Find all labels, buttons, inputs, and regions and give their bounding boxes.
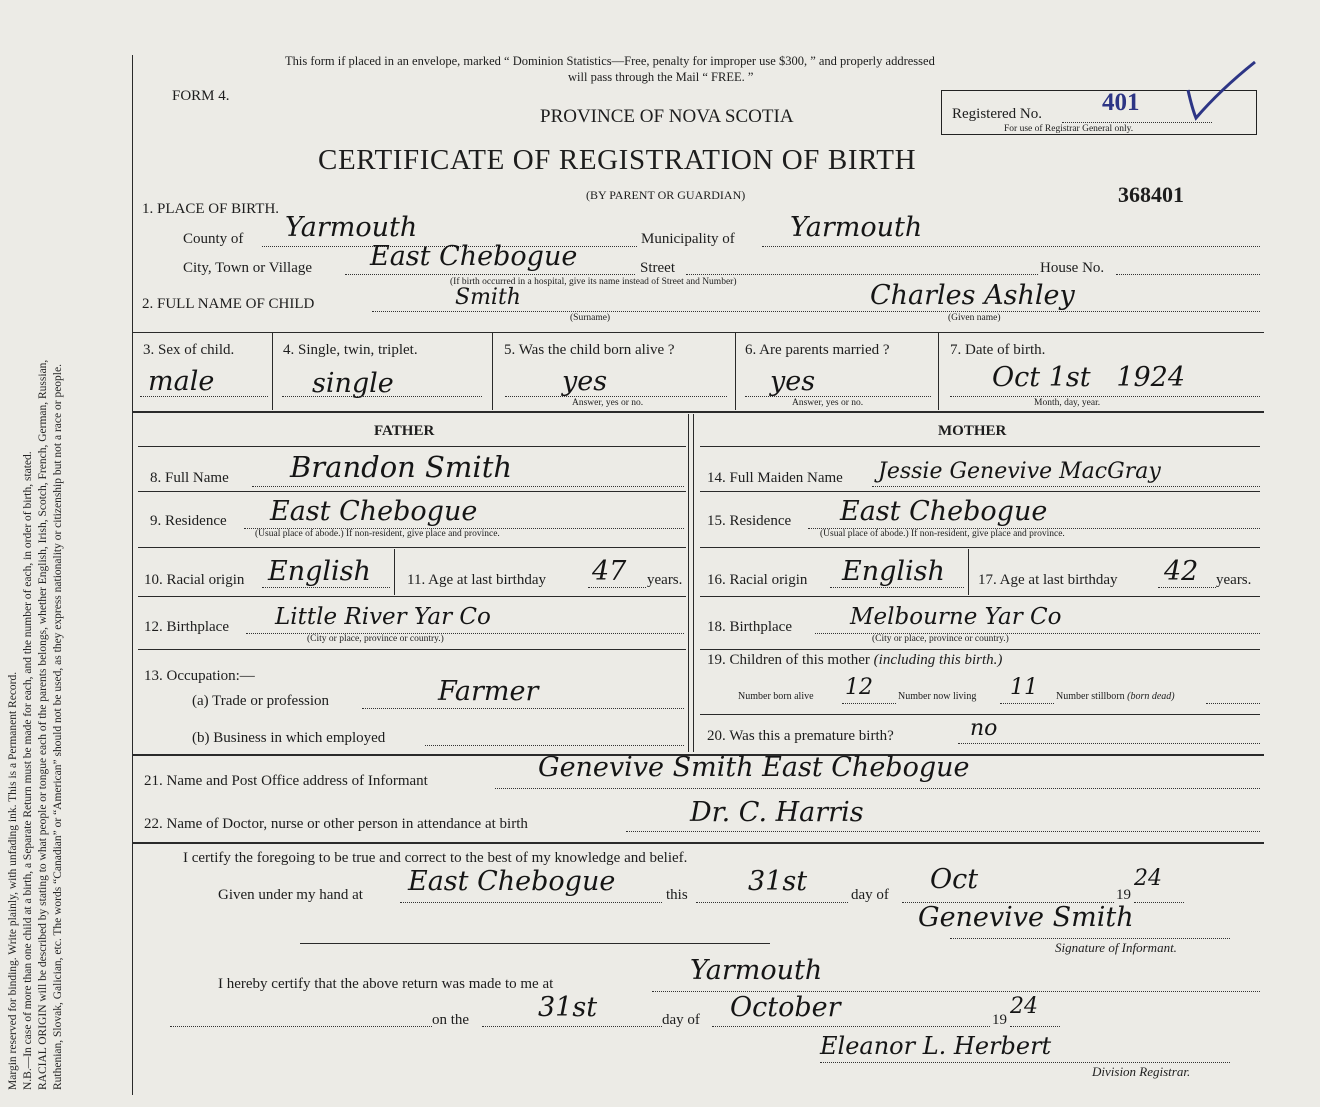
hospital-note: (If birth occurred in a hospital, give its name instead of Street and Number): [450, 277, 737, 287]
form-number: FORM 4.: [172, 88, 230, 104]
serial-number: 368401: [1118, 182, 1184, 207]
mother-age-unit: years.: [1216, 572, 1252, 588]
sex-label: 3. Sex of child.: [143, 342, 235, 358]
registrar-year-prefix: 19: [992, 1012, 1007, 1028]
mother-birthplace-value: Melbourne Yar Co: [850, 604, 1062, 630]
certify-day-of-label: day of: [851, 887, 889, 903]
margin-rule: [132, 55, 133, 1095]
registrar-statement: I hereby certify that the above return was made to me at: [218, 976, 554, 992]
certification-statement: I certify the foregoing to be true and correct to the best of my knowledge and belief.: [183, 850, 688, 866]
mail-note-line-2: will pass through the Mail “ FREE. ”: [568, 70, 754, 84]
father-residence-caption: (Usual place of abode.) If non-resident, give place and province.: [255, 529, 500, 539]
street-label: Street: [640, 260, 675, 276]
child-name-label: 2. FULL NAME OF CHILD: [142, 296, 315, 312]
registrar-note: For use of Registrar General only.: [1004, 124, 1134, 134]
city-label: City, Town or Village: [183, 260, 313, 276]
father-name-label: 8. Full Name: [150, 470, 229, 486]
father-race-label: 10. Racial origin: [144, 572, 245, 588]
municipality-value: Yarmouth: [790, 212, 923, 243]
registrar-place-value: Yarmouth: [690, 955, 823, 986]
mother-birthplace-caption: (City or place, province or country.): [872, 634, 1009, 644]
county-value: Yarmouth: [285, 212, 418, 243]
father-birthplace-value: Little River Yar Co: [275, 604, 491, 630]
surname-value: Smith: [455, 285, 521, 310]
father-race-value: English: [268, 556, 371, 587]
margin-line-3: RACIAL ORIGIN will be described by stating to what people or tongue each of the parents belongs, whether English, Irish, Scotch, French, German, Russian,: [37, 359, 49, 1090]
trade-value: Farmer: [438, 676, 539, 707]
this-label: this: [666, 887, 688, 903]
parents-married-value: yes: [770, 366, 816, 397]
registered-label: Registered No.: [952, 106, 1042, 122]
father-birthplace-label: 12. Birthplace: [144, 619, 229, 635]
doctor-value: Dr. C. Harris: [690, 797, 864, 828]
mother-residence-label: 15. Residence: [707, 513, 792, 529]
given-name-value: Charles Ashley: [870, 280, 1075, 311]
certify-day-value: 31st: [748, 866, 808, 897]
father-birthplace-caption: (City or place, province or country.): [307, 634, 444, 644]
stillborn-note: (born dead): [1127, 691, 1175, 702]
premature-label: 20. Was this a premature birth?: [707, 728, 894, 744]
mother-heading: MOTHER: [938, 423, 1007, 439]
born-alive-count-value: 12: [845, 675, 873, 700]
children-note: (including this birth.): [873, 652, 1003, 668]
living-count-value: 11: [1010, 675, 1038, 700]
plurality-label: 4. Single, twin, triplet.: [283, 342, 418, 358]
city-value: East Chebogue: [370, 241, 578, 272]
signature-caption: Signature of Informant.: [1055, 940, 1177, 955]
occupation-label: 13. Occupation:—: [144, 668, 255, 684]
registrar-signature: Eleanor L. Herbert: [820, 1032, 1052, 1060]
given-under-label: Given under my hand at: [218, 887, 363, 903]
mother-age-label: 17. Age at last birthday: [978, 572, 1118, 588]
checkmark-icon: [1180, 60, 1260, 122]
plurality-value: single: [312, 368, 394, 399]
parents-married-caption: Answer, yes or no.: [792, 398, 864, 408]
stillborn-count-label: Number stillborn (born dead): [1056, 691, 1175, 702]
mother-residence-value: East Chebogue: [840, 496, 1048, 527]
house-label: House No.: [1040, 260, 1105, 276]
municipality-label: Municipality of: [641, 231, 735, 247]
mother-birthplace-label: 18. Birthplace: [707, 619, 792, 635]
surname-caption: (Surname): [570, 313, 611, 323]
doctor-label: 22. Name of Doctor, nurse or other person in attendance at birth: [144, 816, 528, 832]
mail-note-line-1: This form if placed in an envelope, marked “ Dominion Statistics—Free, penalty for improper use $300, ” and properly addressed: [285, 54, 935, 68]
on-the-label: on the: [432, 1012, 470, 1028]
registrar-month-value: October: [730, 992, 841, 1023]
margin-line-1: Margin reserved for binding. Write plainly, with unfading ink. This is a Permanent Record.: [7, 671, 19, 1090]
mother-name-label: 14. Full Maiden Name: [707, 470, 843, 486]
province-heading: PROVINCE OF NOVA SCOTIA: [540, 106, 794, 127]
father-residence-label: 9. Residence: [150, 513, 227, 529]
mother-name-value: Jessie Genevive MacGray: [878, 459, 1161, 484]
mother-age-value: 42: [1164, 556, 1199, 587]
registered-number: 401: [1102, 89, 1140, 116]
certify-year-value: 24: [1134, 866, 1162, 891]
mother-race-value: English: [842, 556, 945, 587]
dob-label: 7. Date of birth.: [950, 342, 1046, 358]
place-section-label: 1. PLACE OF BIRTH.: [142, 201, 280, 217]
margin-line-2: N.B.—In case of more than one child at a birth, a Separate Return must be made for each, and the number of each, in order of birth, stated.: [22, 451, 34, 1090]
document-subtitle: (BY PARENT OR GUARDIAN): [586, 188, 746, 202]
born-alive-caption: Answer, yes or no.: [572, 398, 644, 408]
born-alive-label: 5. Was the child born alive ?: [504, 342, 675, 358]
father-age-label: 11. Age at last birthday: [407, 572, 546, 588]
county-label: County of: [183, 231, 244, 247]
margin-line-4: Ruthenian, Slovak, Galician, etc. The words “Canadian” or “American” should not be used, as they express nationality or citizenship but not a race or people.: [52, 364, 64, 1090]
sex-value: male: [148, 366, 215, 397]
registrar-day-value: 31st: [538, 992, 598, 1023]
living-count-label: Number now living: [898, 691, 977, 702]
premature-value: no: [970, 716, 998, 741]
trade-label: (a) Trade or profession: [192, 693, 330, 709]
born-alive-count-label: Number born alive: [738, 691, 814, 702]
mother-race-label: 16. Racial origin: [707, 572, 808, 588]
father-age-unit: years.: [647, 572, 683, 588]
registrar-day-of-label: day of: [662, 1012, 700, 1028]
certify-year-prefix: 19: [1116, 887, 1131, 903]
dob-value: Oct 1st 1924: [992, 362, 1186, 393]
informant-label: 21. Name and Post Office address of Informant: [144, 773, 428, 789]
father-age-value: 47: [592, 556, 627, 587]
certify-month-value: Oct: [930, 864, 979, 895]
parents-married-label: 6. Are parents married ?: [745, 342, 890, 358]
given-place-value: East Chebogue: [408, 866, 616, 897]
born-alive-value: yes: [562, 366, 608, 397]
informant-value: Genevive Smith East Chebogue: [538, 752, 970, 783]
mother-residence-caption: (Usual place of abode.) If non-resident, give place and province.: [820, 529, 1065, 539]
father-heading: FATHER: [374, 423, 435, 439]
business-label: (b) Business in which employed: [192, 730, 386, 746]
document-title: CERTIFICATE OF REGISTRATION OF BIRTH: [318, 144, 917, 176]
given-name-caption: (Given name): [948, 313, 1001, 323]
registrar-caption: Division Registrar.: [1092, 1064, 1191, 1079]
dob-caption: Month, day, year.: [1034, 398, 1101, 408]
registrar-year-value: 24: [1010, 994, 1038, 1019]
father-name-value: Brandon Smith: [290, 450, 513, 484]
margin-instructions: [6, 50, 66, 1090]
father-residence-value: East Chebogue: [270, 496, 478, 527]
children-label: 19. Children of this mother (including this birth.): [707, 652, 1003, 668]
informant-signature: Genevive Smith: [918, 902, 1134, 933]
